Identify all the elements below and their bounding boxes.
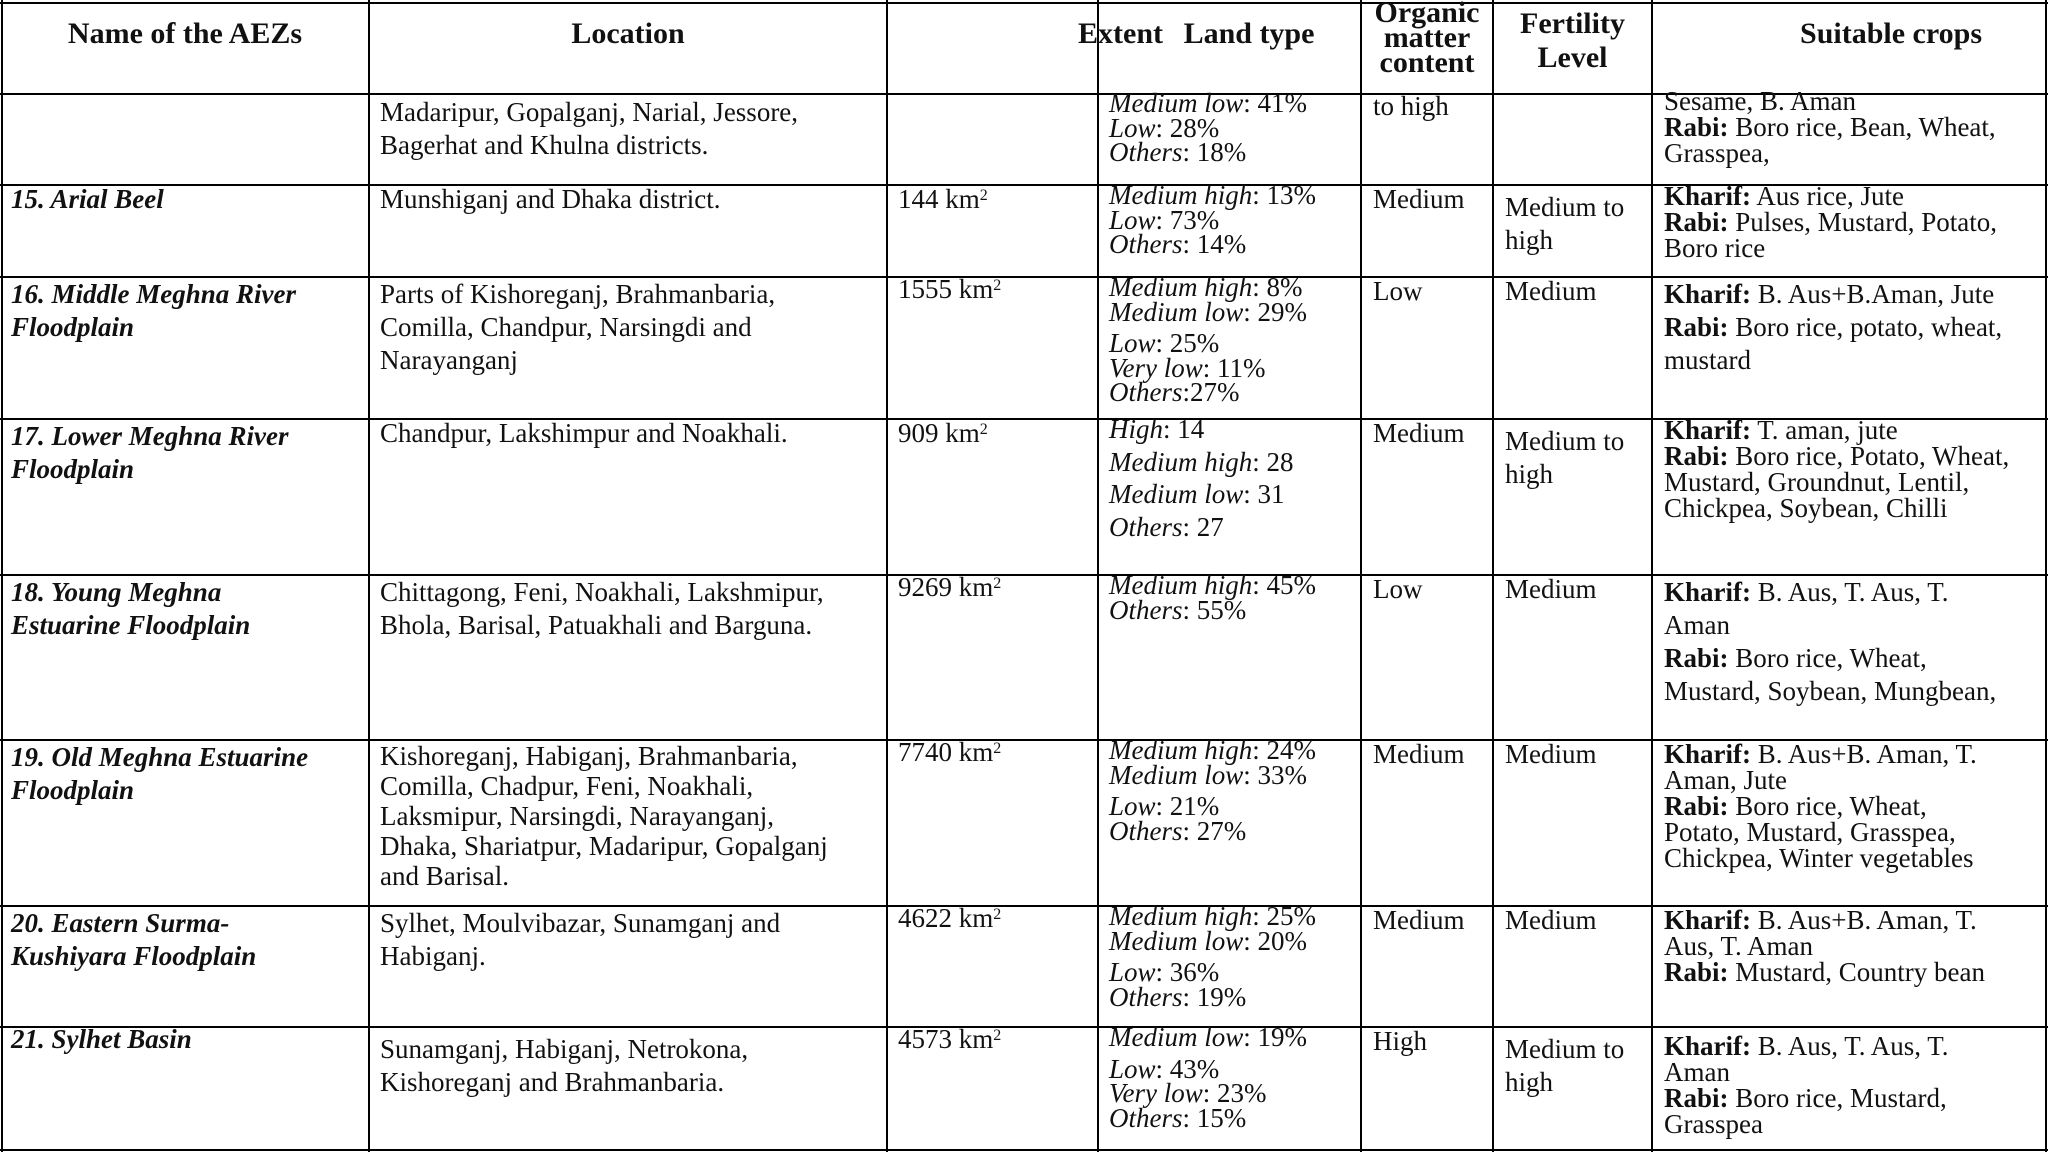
crop-season-entry <box>1664 278 2039 311</box>
crop-list: Sesame, B. Aman <box>1664 86 1856 116</box>
aez-name: 21. Sylhet Basin <box>11 1024 192 1054</box>
crop-season-label: Kharif: <box>1664 577 1751 607</box>
extent-value: 9269 km <box>898 572 994 602</box>
aez-suitable-crops <box>1664 183 2039 261</box>
land-type-label: Others <box>1109 377 1183 407</box>
crop-season-label: Rabi: <box>1664 957 1729 987</box>
crop-list: B. Aus+B. Aman, T. Aman, Jute <box>1664 739 1977 795</box>
land-type-label: Very low <box>1109 1078 1203 1108</box>
land-type-label: Others <box>1109 229 1183 259</box>
land-type-value: : 29% <box>1243 296 1307 327</box>
aez-land-type <box>1109 88 1359 167</box>
land-type-label: Low <box>1109 1053 1156 1084</box>
land-type-value: : 25% <box>1252 901 1316 931</box>
land-type-value: : 13% <box>1252 180 1316 210</box>
crop-list: T. aman, jute <box>1751 415 1898 445</box>
land-type-value: : 24% <box>1252 735 1316 765</box>
aez-location: Munshiganj and Dhaka district. <box>380 184 721 214</box>
crop-season-entry <box>1664 741 2039 793</box>
aez-fertility: Medium <box>1505 905 1597 935</box>
aez-suitable-crops <box>1664 907 2039 985</box>
land-type-entry <box>1109 377 1359 407</box>
column-rule <box>1 0 3 1152</box>
land-type-value: : 27% <box>1182 815 1247 846</box>
land-type-value: : 14% <box>1182 229 1247 259</box>
land-type-value: :27% <box>1182 377 1240 407</box>
crop-season-label: Kharif: <box>1664 739 1751 769</box>
aez-organic-matter: High <box>1373 1026 1427 1056</box>
land-type-value: : 33% <box>1243 759 1307 790</box>
header-organic-matter: Organic matter content <box>1374 0 1480 79</box>
aez-organic-matter: Medium <box>1373 418 1465 448</box>
land-type-value: : 43% <box>1155 1053 1220 1084</box>
aez-fertility: Medium to high <box>1505 426 1625 489</box>
crop-season-label: Rabi: <box>1664 207 1729 237</box>
extent-unit-superscript: 2 <box>993 1027 1002 1044</box>
aez-organic-matter: Medium <box>1373 739 1465 769</box>
extent-value: 909 km <box>898 418 980 448</box>
header-fertility: Fertility Level <box>1520 7 1625 74</box>
crop-list: Boro rice, Wheat, Potato, Mustard, Grasspea, Chickpea, Winter vegetables <box>1664 791 1974 873</box>
land-type-entry <box>1109 511 1359 542</box>
aez-fertility: Medium <box>1505 276 1597 306</box>
aez-fertility: Medium to high <box>1505 1034 1625 1097</box>
aez-name: 17. Lower Meghna River Floodplain <box>11 421 289 484</box>
land-type-value: : 15% <box>1182 1102 1247 1133</box>
extent-unit-superscript: 2 <box>979 421 988 438</box>
aez-extent <box>898 273 1093 306</box>
land-type-label: Medium high <box>1109 446 1253 477</box>
extent-unit-superscript: 2 <box>993 575 1002 592</box>
crop-list: B. Aus+B. Aman, T. Aus, T. Aman <box>1664 905 1977 961</box>
aez-organic-matter: Medium <box>1373 905 1465 935</box>
land-type-label: Medium high <box>1109 735 1253 765</box>
aez-extent <box>898 417 1093 450</box>
land-type-label: Medium low <box>1109 759 1244 790</box>
column-rule <box>1492 0 1494 1152</box>
crop-list: B. Aus, T. Aus, T. Aman <box>1664 577 1949 640</box>
aez-organic-matter: Low <box>1373 574 1423 604</box>
land-type-label: Others <box>1109 815 1183 846</box>
extent-value: 144 km <box>898 184 980 214</box>
aez-land-type <box>1109 272 1359 407</box>
land-type-value: : 73% <box>1155 204 1220 235</box>
aez-suitable-crops <box>1664 88 2039 166</box>
land-type-entry <box>1109 414 1359 444</box>
land-type-label: Medium low <box>1109 296 1244 327</box>
aez-suitable-crops <box>1664 278 2039 377</box>
aez-extent <box>898 1023 1093 1056</box>
crop-season-entry <box>1664 209 2039 261</box>
land-type-value: : 31 <box>1243 479 1285 509</box>
crop-season-label: Kharif: <box>1664 1031 1751 1061</box>
land-type-entry <box>1109 446 1359 477</box>
land-type-value: : 28% <box>1155 112 1220 143</box>
crop-season-label: Rabi: <box>1664 643 1729 673</box>
header-name: Name of the AEZs <box>67 17 303 50</box>
aez-organic-matter: Low <box>1373 276 1423 306</box>
land-type-entry <box>1109 229 1359 259</box>
header-extent-label: Extent <box>1078 17 1163 50</box>
aez-fertility: Medium <box>1505 739 1597 769</box>
crop-list: Aus rice, Jute <box>1751 181 1904 211</box>
column-rule <box>368 0 370 1152</box>
land-type-label: Others <box>1109 1102 1183 1133</box>
header-land-type-label: Land type <box>1183 17 1315 50</box>
aez-suitable-crops <box>1664 1033 2039 1137</box>
crop-season-entry <box>1664 114 2039 166</box>
aez-land-type <box>1109 414 1359 542</box>
land-type-entry <box>1109 296 1359 327</box>
crop-season-label: Rabi: <box>1664 312 1729 342</box>
land-type-value: : 55% <box>1182 594 1247 625</box>
land-type-label: Low <box>1109 791 1156 821</box>
aez-location: Sylhet, Moulvibazar, Sunamganj and Habiganj. <box>380 908 781 971</box>
crop-list: Mustard, Country bean <box>1728 957 1985 987</box>
aez-extent <box>898 902 1093 935</box>
table-border-top <box>0 2 2048 4</box>
crop-list: Boro rice, Bean, Wheat, Grasspea, <box>1664 112 1996 168</box>
crop-season-entry <box>1664 959 2039 985</box>
aez-suitable-crops <box>1664 576 2039 708</box>
land-type-value: : 28 <box>1252 446 1294 477</box>
column-rule <box>1651 0 1653 1152</box>
aez-suitable-crops <box>1664 417 2039 521</box>
column-rule <box>1360 0 1362 1152</box>
aez-suitable-crops <box>1664 741 2039 871</box>
aez-name: 18. Young Meghna Estuarine Floodplain <box>11 577 251 640</box>
aez-extent <box>898 183 1093 216</box>
land-type-label: Low <box>1109 204 1156 235</box>
crop-season-entry <box>1664 793 2039 871</box>
land-type-label: Medium low <box>1109 479 1244 509</box>
aez-fertility: Medium to high <box>1505 192 1625 255</box>
extent-value: 4573 km <box>898 1024 994 1054</box>
land-type-entry <box>1109 815 1359 846</box>
land-type-entry <box>1109 594 1359 625</box>
crop-season-label: Rabi: <box>1664 791 1729 821</box>
crop-season-label: Rabi: <box>1664 1083 1729 1113</box>
land-type-label: Low <box>1109 328 1156 358</box>
land-type-value: : 36% <box>1155 957 1220 987</box>
land-type-value: : 14 <box>1163 414 1205 444</box>
extent-value: 7740 km <box>898 737 994 767</box>
crop-list: Boro rice, potato, wheat, mustard <box>1664 312 2003 375</box>
aez-location: Sunamganj, Habiganj, Netrokona, Kishoreganj and Brahmanbaria. <box>380 1034 749 1097</box>
aez-location: Chittagong, Feni, Noakhali, Lakshmipur, Bhola, Barisal, Patuakhali and Barguna. <box>380 577 824 640</box>
land-type-label: Others <box>1109 594 1183 625</box>
aez-land-type <box>1109 180 1359 259</box>
extent-unit-superscript: 2 <box>993 277 1002 294</box>
aez-organic-matter: Medium <box>1373 184 1465 214</box>
land-type-label: Medium high <box>1109 570 1253 600</box>
land-type-label: Very low <box>1109 352 1203 383</box>
land-type-value: : 18% <box>1182 137 1247 167</box>
extent-unit-superscript: 2 <box>979 187 988 204</box>
land-type-value: : 25% <box>1155 328 1220 358</box>
land-type-label: Medium low <box>1109 925 1244 956</box>
land-type-entry <box>1109 137 1359 167</box>
land-type-entry <box>1109 1022 1359 1052</box>
aez-name: 19. Old Meghna Estuarine Floodplain <box>11 742 309 805</box>
extent-unit-superscript: 2 <box>993 740 1002 757</box>
aez-land-type <box>1109 901 1359 1012</box>
table-border-bottom <box>0 1149 2048 1151</box>
land-type-value: : 27 <box>1182 511 1224 542</box>
aez-location: Parts of Kishoreganj, Brahmanbaria, Comilla, Chandpur, Narsingdi and Narayanganj <box>380 279 776 375</box>
crop-season-entry <box>1664 1033 2039 1085</box>
land-type-value: : 23% <box>1202 1078 1267 1108</box>
land-type-value: : 19% <box>1182 981 1247 1012</box>
land-type-entry <box>1109 925 1359 956</box>
column-rule <box>886 0 888 1152</box>
land-type-value: : 20% <box>1243 925 1307 956</box>
crop-list: Pulses, Mustard, Potato, Boro rice <box>1664 207 1998 263</box>
aez-location: Chandpur, Lakshimpur and Noakhali. <box>380 418 788 448</box>
crop-season-entry <box>1664 183 2039 209</box>
aez-location: Madaripur, Gopalganj, Narial, Jessore, Bagerhat and Khulna districts. <box>380 97 799 160</box>
land-type-label: Medium low <box>1109 88 1244 118</box>
land-type-label: Others <box>1109 981 1183 1012</box>
land-type-label: Medium high <box>1109 901 1253 931</box>
crop-season-entry <box>1664 642 2039 708</box>
header-location: Location <box>571 17 685 50</box>
aez-organic-matter: to high <box>1373 91 1449 121</box>
land-type-label: Low <box>1109 112 1156 143</box>
land-type-label: Others <box>1109 511 1183 542</box>
aez-land-type <box>1109 570 1359 625</box>
land-type-label: Medium high <box>1109 272 1253 302</box>
column-rule <box>1097 0 1099 1152</box>
column-rule <box>2045 0 2047 1152</box>
crop-season-entry <box>1664 443 2039 521</box>
land-type-label: Medium high <box>1109 180 1253 210</box>
crop-season-entry <box>1664 88 2039 114</box>
crop-season-entry <box>1664 311 2039 377</box>
aez-name: 15. Arial Beel <box>11 184 164 214</box>
crop-list: Boro rice, Mustard, Grasspea <box>1664 1083 1947 1139</box>
crop-season-label: Kharif: <box>1664 279 1751 309</box>
land-type-value: : 11% <box>1202 352 1266 383</box>
land-type-value: : 19% <box>1243 1022 1307 1052</box>
aez-location: Kishoreganj, Habiganj, Brahmanbaria, Comilla, Chadpur, Feni, Noakhali, Laksmipur, Narsingdi, Narayanganj, Dhaka, Shariatpur, Madaripur, Gopalganj and Barisal. <box>380 741 828 891</box>
extent-value: 1555 km <box>898 274 994 304</box>
land-type-entry <box>1109 1102 1359 1133</box>
crop-list: Boro rice, Wheat, Mustard, Soybean, Mungbean, <box>1664 643 1997 706</box>
aez-extent <box>898 736 1093 769</box>
aez-name: 16. Middle Meghna River Floodplain <box>11 279 297 342</box>
crop-season-label: Kharif: <box>1664 181 1751 211</box>
land-type-label: High <box>1109 414 1163 444</box>
land-type-entry <box>1109 981 1359 1012</box>
crop-season-entry <box>1664 417 2039 443</box>
land-type-value: : 41% <box>1243 88 1307 118</box>
land-type-label: Low <box>1109 957 1156 987</box>
crop-season-entry <box>1664 576 2039 642</box>
land-type-value: : 45% <box>1252 570 1316 600</box>
aez-fertility: Medium <box>1505 574 1597 604</box>
land-type-value: : 21% <box>1155 791 1220 821</box>
crop-list: B. Aus+B.Aman, Jute <box>1751 279 1995 309</box>
land-type-label: Others <box>1109 137 1183 167</box>
land-type-label: Medium low <box>1109 1022 1244 1052</box>
extent-unit-superscript: 2 <box>993 906 1002 923</box>
crop-list: Boro rice, Potato, Wheat, Mustard, Groundnut, Lentil, Chickpea, Soybean, Chilli <box>1664 441 2010 523</box>
aez-extent <box>898 571 1093 604</box>
land-type-entry <box>1109 479 1359 509</box>
land-type-entry <box>1109 759 1359 790</box>
header-suitable-crops <box>1653 19 2045 49</box>
crop-season-label: Kharif: <box>1664 905 1751 935</box>
crop-season-label: Rabi: <box>1664 441 1729 471</box>
aez-land-type <box>1109 735 1359 846</box>
crop-season-entry <box>1664 907 2039 959</box>
crop-season-label: Kharif: <box>1664 415 1751 445</box>
land-type-value: : 8% <box>1252 272 1303 302</box>
crop-season-label: Rabi: <box>1664 112 1729 142</box>
crop-season-entry <box>1664 1085 2039 1137</box>
header-suitable-crops-label: Suitable crops <box>1800 17 1982 50</box>
extent-value: 4622 km <box>898 903 994 933</box>
aez-name: 20. Eastern Surma- Kushiyara Floodplain <box>11 908 257 971</box>
aez-land-type <box>1109 1022 1359 1133</box>
crop-list: B. Aus, T. Aus, T. Aman <box>1664 1031 1949 1087</box>
